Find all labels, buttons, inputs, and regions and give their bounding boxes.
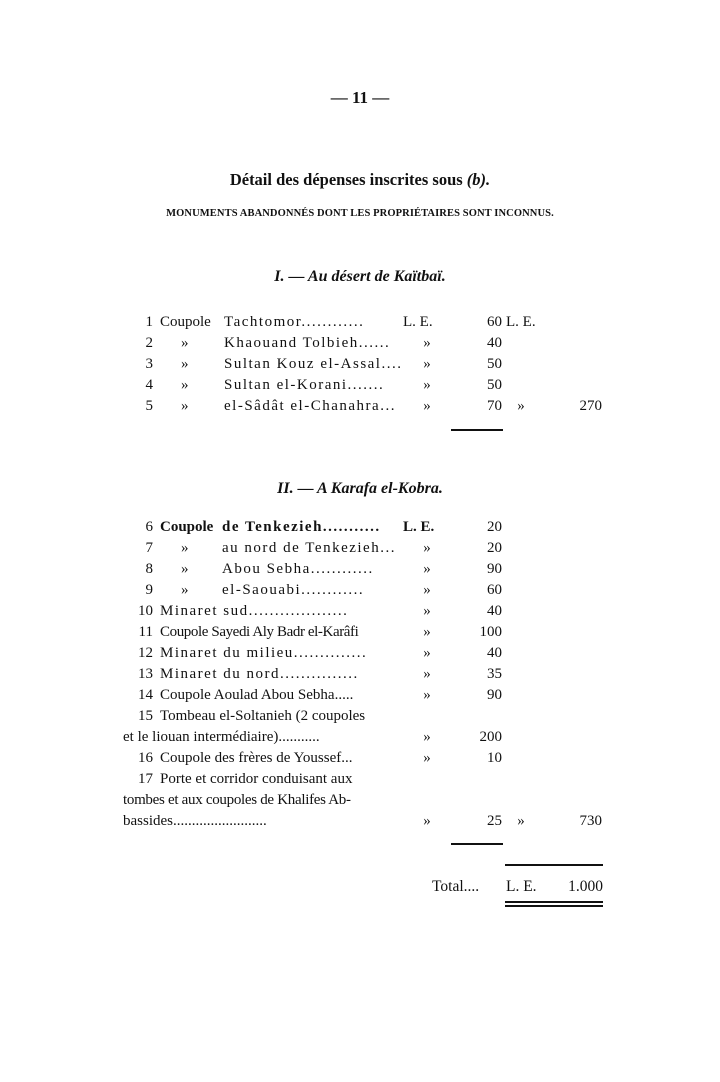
row-unit-ditto: » <box>423 813 431 829</box>
table-row <box>0 666 720 687</box>
table-row <box>0 750 720 771</box>
row-number: 10 <box>138 603 153 619</box>
row-number: 5 <box>145 398 153 414</box>
row-unit-ditto: » <box>423 335 431 351</box>
row-ditto: » <box>181 356 189 372</box>
table-row <box>0 792 720 813</box>
row-number: 8 <box>145 561 153 577</box>
row-unit-ditto: » <box>423 377 431 393</box>
row-number: 1 <box>145 314 153 330</box>
row-ditto: » <box>181 540 189 556</box>
row-subtotal: 270 <box>579 398 602 414</box>
row-name: el-Saouabi............ <box>222 582 365 598</box>
table-row <box>0 729 720 750</box>
row-amount: 40 <box>487 645 502 661</box>
table-row <box>0 356 720 377</box>
row-text: Coupole Aoulad Abou Sebha..... <box>160 687 354 703</box>
row-unit: L. E. <box>403 314 433 330</box>
table-row <box>0 813 720 834</box>
row-text: Minaret du nord............... <box>160 666 359 682</box>
table-row <box>0 335 720 356</box>
row-number: 6 <box>145 519 153 535</box>
row-name: Abou Sebha............ <box>222 561 374 577</box>
row-unit-ditto: » <box>423 540 431 556</box>
row-name: au nord de Tenkezieh... <box>222 540 396 556</box>
row-text: Coupole des frères de Youssef... <box>160 750 353 766</box>
row-amount: 20 <box>487 519 502 535</box>
subtotal-rule <box>451 429 503 431</box>
row-text: et le liouan intermédiaire)........... <box>123 729 320 745</box>
row-amount: 40 <box>487 603 502 619</box>
row-subtotal: 730 <box>579 813 602 829</box>
row-unit-ditto: » <box>423 603 431 619</box>
table-row <box>0 561 720 582</box>
row-ditto: » <box>181 377 189 393</box>
row-text: Porte et corridor conduisant aux <box>160 771 353 787</box>
total-rule-double-bottom <box>505 905 603 907</box>
table-row <box>0 708 720 729</box>
row-unit-ditto: » <box>423 398 431 414</box>
table-row <box>0 687 720 708</box>
row-name: de Tenkezieh........... <box>222 519 381 535</box>
row-amount: 90 <box>487 561 502 577</box>
row-number: 4 <box>145 377 153 393</box>
row-number: 16 <box>138 750 153 766</box>
table-row <box>0 624 720 645</box>
page-number: — 11 — <box>330 88 390 107</box>
row-amount: 40 <box>487 335 502 351</box>
total-label: Total.... <box>432 878 480 895</box>
row-unit-ditto: » <box>423 645 431 661</box>
row-name: Khaouand Tolbieh...... <box>224 335 391 351</box>
row-ditto: » <box>181 335 189 351</box>
row-subtotal-ditto: » <box>517 813 525 829</box>
row-amount: 25 <box>487 813 502 829</box>
table-row <box>0 377 720 398</box>
row-text: Tombeau el-Soltanieh (2 coupoles <box>160 708 366 724</box>
table-row <box>0 314 720 335</box>
table-row <box>0 645 720 666</box>
section-1-heading: I. — Au désert de Kaïtbaï. <box>274 268 446 285</box>
row-unit-ditto: » <box>423 561 431 577</box>
title-ref: (b). <box>466 170 491 189</box>
row-text: bassides......................... <box>123 813 267 829</box>
row-text: tombes et aux coupoles de Khalifes Ab- <box>123 792 351 808</box>
row-unit-ditto: » <box>423 356 431 372</box>
row-name: el-Sâdât el-Chanahra... <box>224 398 396 414</box>
row-amount: 50 <box>487 356 502 372</box>
row-name: Tachtomor............ <box>224 314 365 330</box>
subtotal-rule <box>451 843 503 845</box>
row-subtotal-unit: L. E. <box>506 314 536 330</box>
row-unit-ditto: » <box>423 750 431 766</box>
row-amount: 60 <box>487 314 502 330</box>
table-row <box>0 603 720 624</box>
row-name: Sultan el-Korani....... <box>224 377 385 393</box>
title-text: Détail des dépenses inscrites sous <box>229 170 463 189</box>
table-row <box>0 582 720 603</box>
row-number: 12 <box>138 645 153 661</box>
row-amount: 200 <box>479 729 502 745</box>
row-type: Coupole <box>160 519 214 535</box>
row-unit-ditto: » <box>423 687 431 703</box>
row-ditto: » <box>181 561 189 577</box>
total-unit: L. E. <box>506 878 537 895</box>
row-amount: 35 <box>487 666 502 682</box>
row-ditto: » <box>181 582 189 598</box>
document-subtitle: MONUMENTS ABANDONNÉS DONT LES PROPRIÉTAIRES SONT INCONNUS. <box>166 208 554 219</box>
row-amount: 50 <box>487 377 502 393</box>
row-type: Coupole <box>160 314 211 330</box>
row-amount: 100 <box>479 624 502 640</box>
row-amount: 90 <box>487 687 502 703</box>
row-number: 9 <box>145 582 153 598</box>
row-text: Minaret sud................... <box>160 603 349 619</box>
section-2-heading: II. — A Karafa el-Kobra. <box>277 480 443 497</box>
row-amount: 20 <box>487 540 502 556</box>
row-amount: 60 <box>487 582 502 598</box>
row-number: 17 <box>138 771 153 787</box>
row-unit-ditto: » <box>423 624 431 640</box>
total-rule-top <box>505 864 603 866</box>
table-row <box>0 771 720 792</box>
table-row <box>0 398 720 419</box>
row-amount: 10 <box>487 750 502 766</box>
total-value: 1.000 <box>568 878 603 895</box>
row-number: 14 <box>138 687 153 703</box>
row-unit-ditto: » <box>423 582 431 598</box>
row-number: 3 <box>145 356 153 372</box>
row-subtotal-ditto: » <box>517 398 525 414</box>
row-number: 11 <box>138 624 153 640</box>
row-text: Minaret du milieu.............. <box>160 645 368 661</box>
row-number: 2 <box>145 335 153 351</box>
row-name: Sultan Kouz el-Assal.... <box>224 356 403 372</box>
row-unit-ditto: » <box>423 729 431 745</box>
row-unit: L. E. <box>403 519 435 535</box>
row-unit-ditto: » <box>423 666 431 682</box>
row-number: 13 <box>138 666 153 682</box>
total-rule-double-top <box>505 901 603 903</box>
row-text: Coupole Sayedi Aly Badr el-Karâfi <box>160 624 359 640</box>
row-number: 7 <box>145 540 153 556</box>
row-amount: 70 <box>487 398 502 414</box>
table-row <box>0 519 720 540</box>
document-title <box>0 170 720 190</box>
row-ditto: » <box>181 398 189 414</box>
row-number: 15 <box>138 708 153 724</box>
table-row <box>0 540 720 561</box>
